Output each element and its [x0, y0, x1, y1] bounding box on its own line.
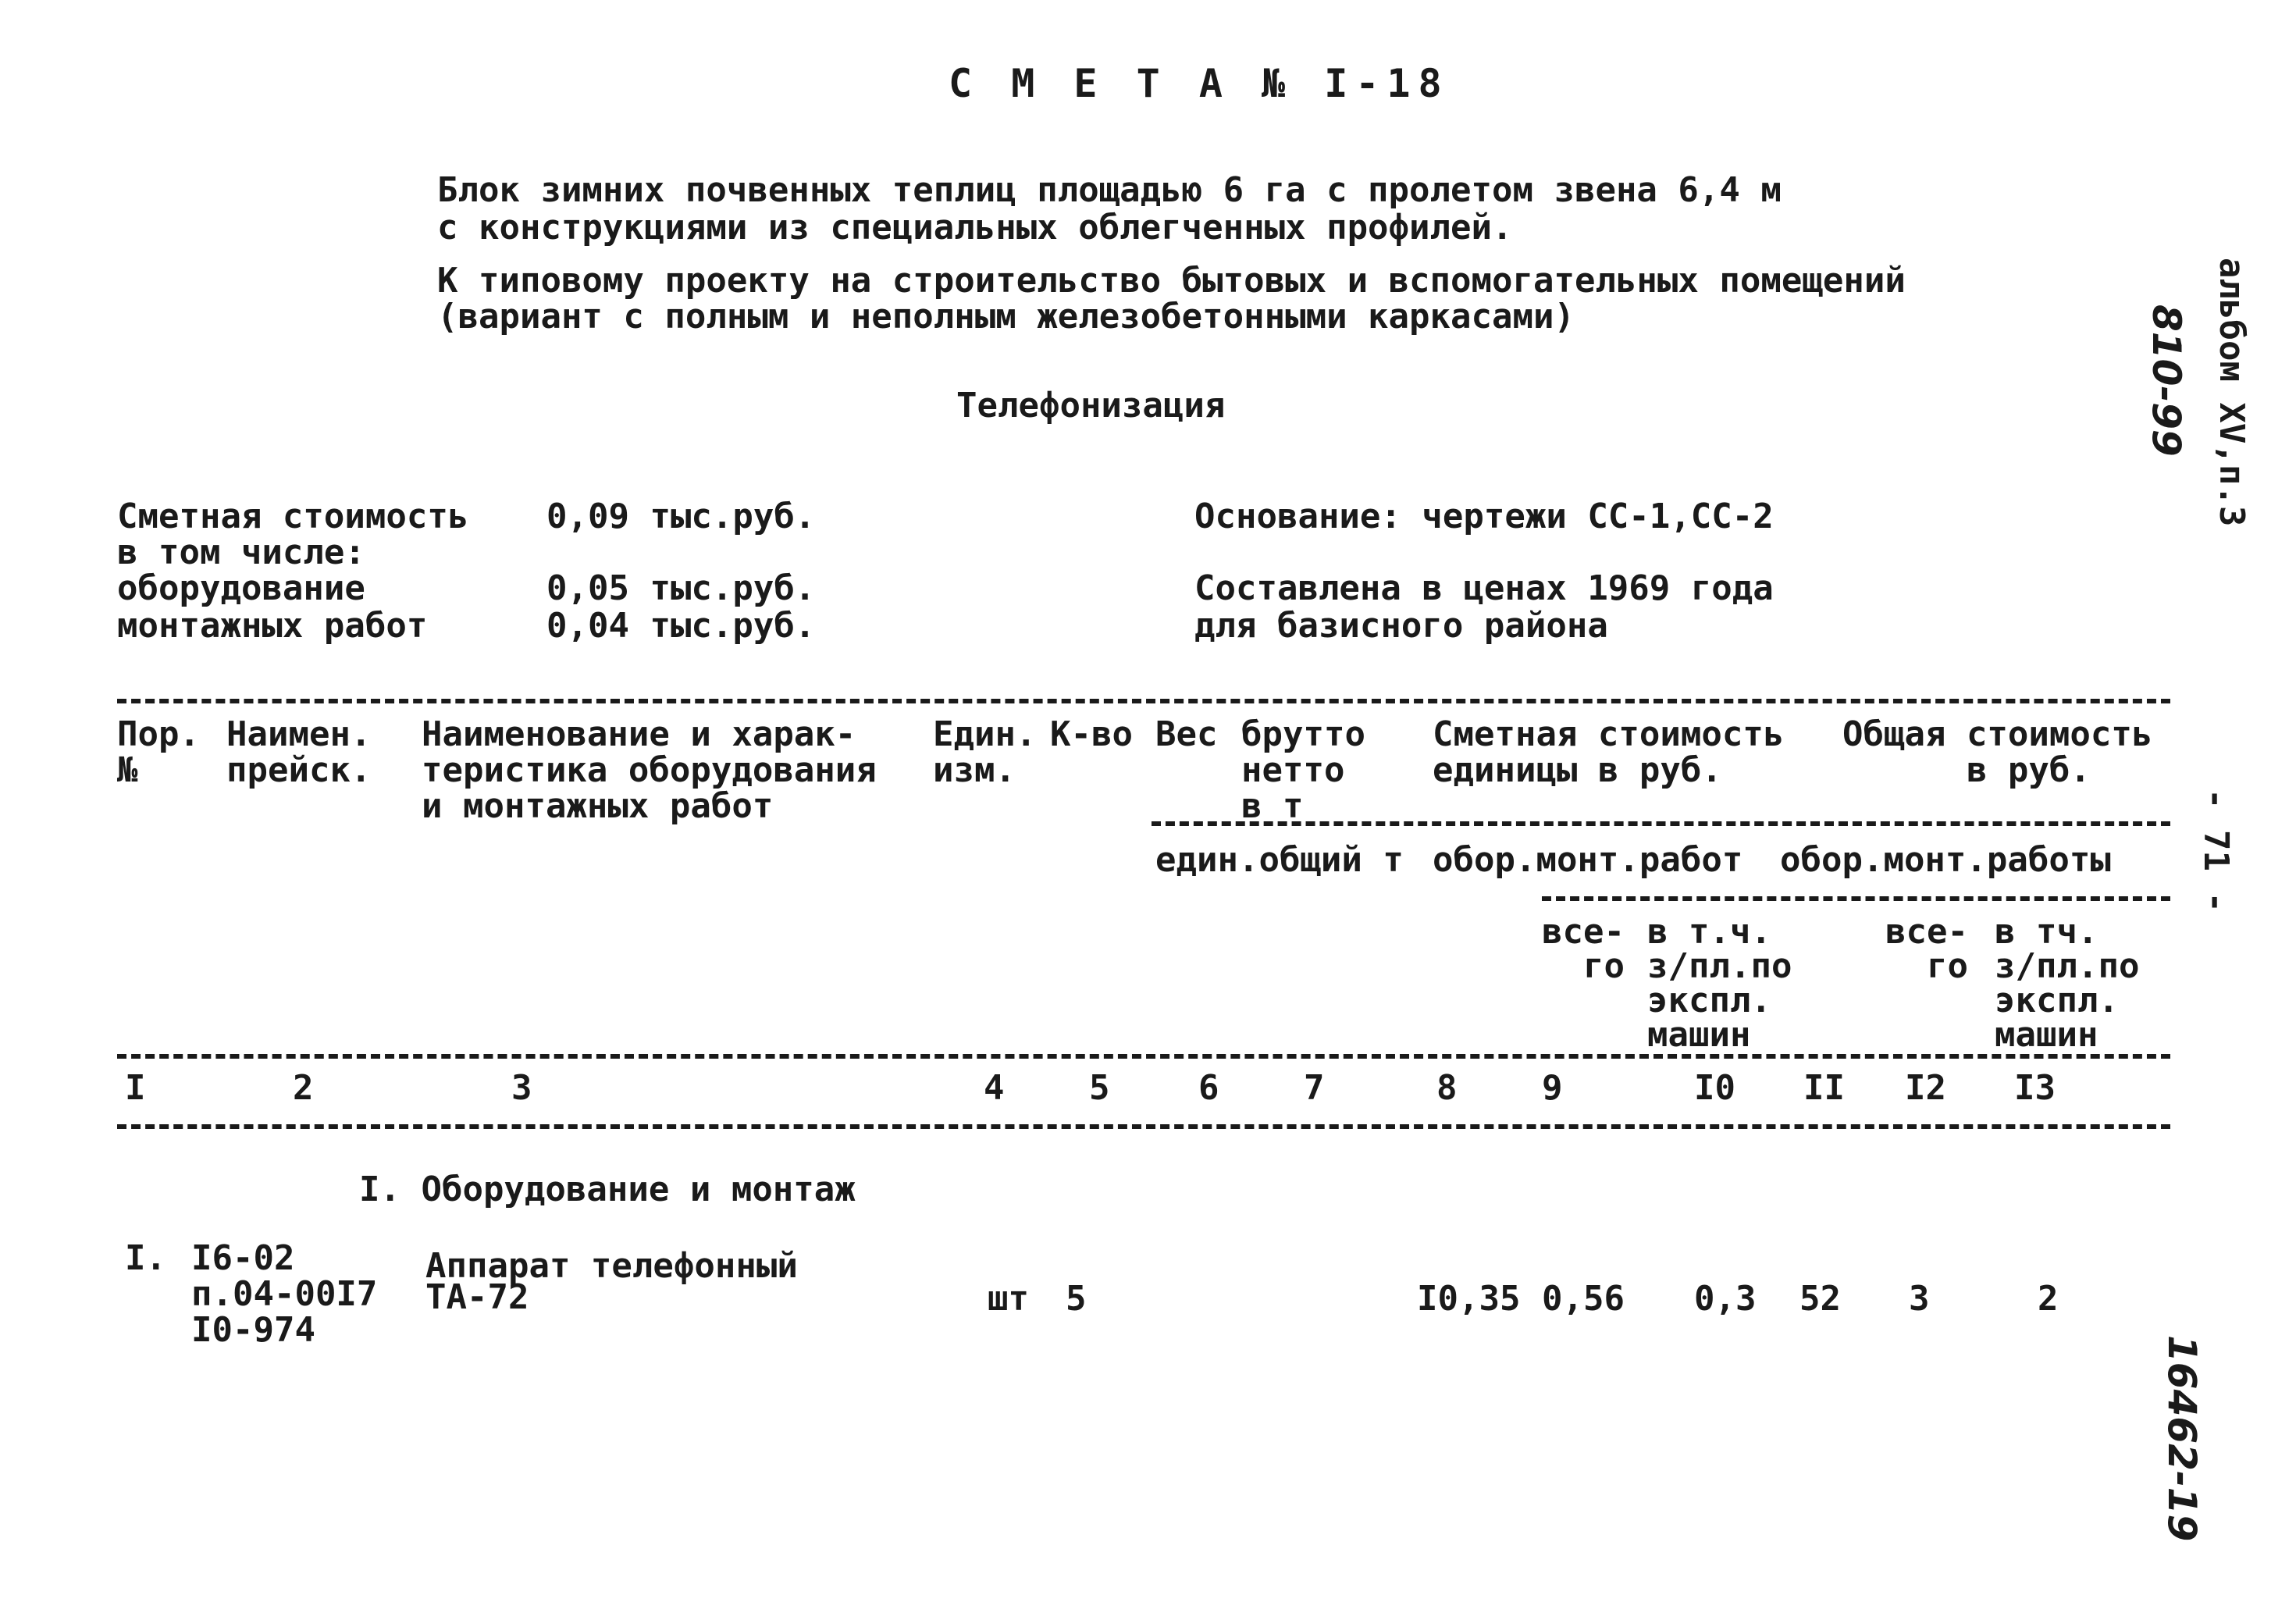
section-title: Телефонизация — [956, 386, 1226, 426]
column-number-7: 7 — [1304, 1068, 1325, 1108]
header-obsh-subcols: обор.монт.работы — [1780, 840, 2111, 880]
header-weight: Вес — [1155, 714, 1218, 754]
row-price-code-3: I0-974 — [191, 1310, 315, 1350]
row-unit: шт — [988, 1279, 1029, 1319]
description-line-4: (вариант с полным и неполным железобетонными каркасами) — [437, 297, 1575, 336]
table-top-rule — [117, 699, 2170, 703]
description-line-3: К типовому проекту на строительство бытовых и вспомогательных помещений — [437, 261, 1906, 301]
header-sub-rule-2 — [1542, 896, 2170, 901]
header-order-number: Пор. № — [117, 714, 200, 790]
basis-text: Основание: чертежи СС-1,СС-2 — [1194, 497, 1774, 536]
description-line-2: с конструкциями из специальных облегченных профилей. — [437, 208, 1513, 247]
header-weight-gross-net: брутто нетто в т — [1241, 714, 1365, 826]
column-numbers-rule — [117, 1124, 2170, 1129]
equipment-value: 0,05 тыс.руб. — [546, 568, 816, 608]
header-bottom-rule — [117, 1054, 2170, 1059]
header-unit: Един. изм. — [933, 714, 1037, 790]
table-section-heading: I. Оборудование и монтаж — [359, 1170, 856, 1209]
document-title: С М Е Т А № I-18 — [949, 61, 1450, 106]
header-incl-wages-2: в тч. з/пл.по экспл. машин — [1995, 912, 2140, 1055]
row-price-code-2: п.04-00I7 — [191, 1274, 378, 1314]
header-estimated-unit-cost: Сметная стоимость единицы в руб. — [1433, 714, 1785, 790]
column-number-3: 3 — [511, 1068, 532, 1108]
row-price-code-1: I6-02 — [191, 1238, 295, 1278]
column-number-11: II — [1803, 1068, 1845, 1108]
prices-line-2: для базисного района — [1194, 606, 1608, 646]
header-incl-wages-1: в т.ч. з/пл.по экспл. машин — [1647, 912, 1792, 1055]
prices-line-1: Составлена в ценах 1969 года — [1194, 568, 1774, 608]
row-install-total: 3 — [1909, 1279, 1930, 1319]
column-number-2: 2 — [293, 1068, 314, 1108]
including-label: в том числе: — [117, 532, 365, 572]
column-number-10: I0 — [1694, 1068, 1735, 1108]
row-quantity: 5 — [1066, 1279, 1087, 1319]
header-smeta-subcols: обор.монт.работ — [1433, 840, 1743, 880]
row-number: I. — [125, 1238, 166, 1278]
header-item-name: Наименование и харак- теристика оборудования и монтажных работ — [422, 714, 877, 826]
description-line-1: Блок зимних почвенных теплиц площадью 6 га с пролетом звена 6,4 м — [437, 170, 1782, 210]
column-number-5: 5 — [1089, 1068, 1110, 1108]
row-install-unit-total: 0,56 — [1542, 1279, 1625, 1319]
header-total-cost: Общая стоимость в руб. — [1842, 714, 2153, 790]
installation-value: 0,04 тыс.руб. — [546, 606, 816, 646]
row-install-unit-wages: 0,3 — [1694, 1279, 1757, 1319]
album-note: альбом XV,п.3 — [2212, 258, 2252, 527]
row-item-name-1: Аппарат телефонный — [425, 1246, 798, 1286]
row-item-name-2: ТА-72 — [425, 1277, 529, 1317]
column-number-8: 8 — [1436, 1068, 1458, 1108]
row-install-wages-total: 2 — [2038, 1279, 2059, 1319]
total-cost-label: Сметная стоимость — [117, 497, 469, 536]
row-equip-unit-cost: I0,35 — [1417, 1279, 1521, 1319]
header-quantity: К-во — [1050, 714, 1133, 754]
header-total-1: все- го — [1542, 912, 1625, 986]
column-number-4: 4 — [984, 1068, 1005, 1108]
column-number-13: I3 — [2014, 1068, 2056, 1108]
column-number-12: I2 — [1905, 1068, 1946, 1108]
column-number-9: 9 — [1542, 1068, 1563, 1108]
project-code-note: 810-99 — [2144, 304, 2189, 457]
header-price-list: Наимен. прейск. — [226, 714, 372, 790]
header-total-2: все- го — [1885, 912, 1968, 986]
page-number: - 71 - — [2196, 789, 2236, 913]
document-number: 16462-19 — [2159, 1335, 2205, 1542]
row-equip-total: 52 — [1799, 1279, 1841, 1319]
column-number-1: I — [125, 1068, 146, 1108]
equipment-label: оборудование — [117, 568, 365, 608]
column-number-6: 6 — [1198, 1068, 1219, 1108]
header-weight-unit-total: един.общий т — [1155, 840, 1404, 880]
installation-label: монтажных работ — [117, 606, 428, 646]
total-cost-value: 0,09 тыс.руб. — [546, 497, 816, 536]
